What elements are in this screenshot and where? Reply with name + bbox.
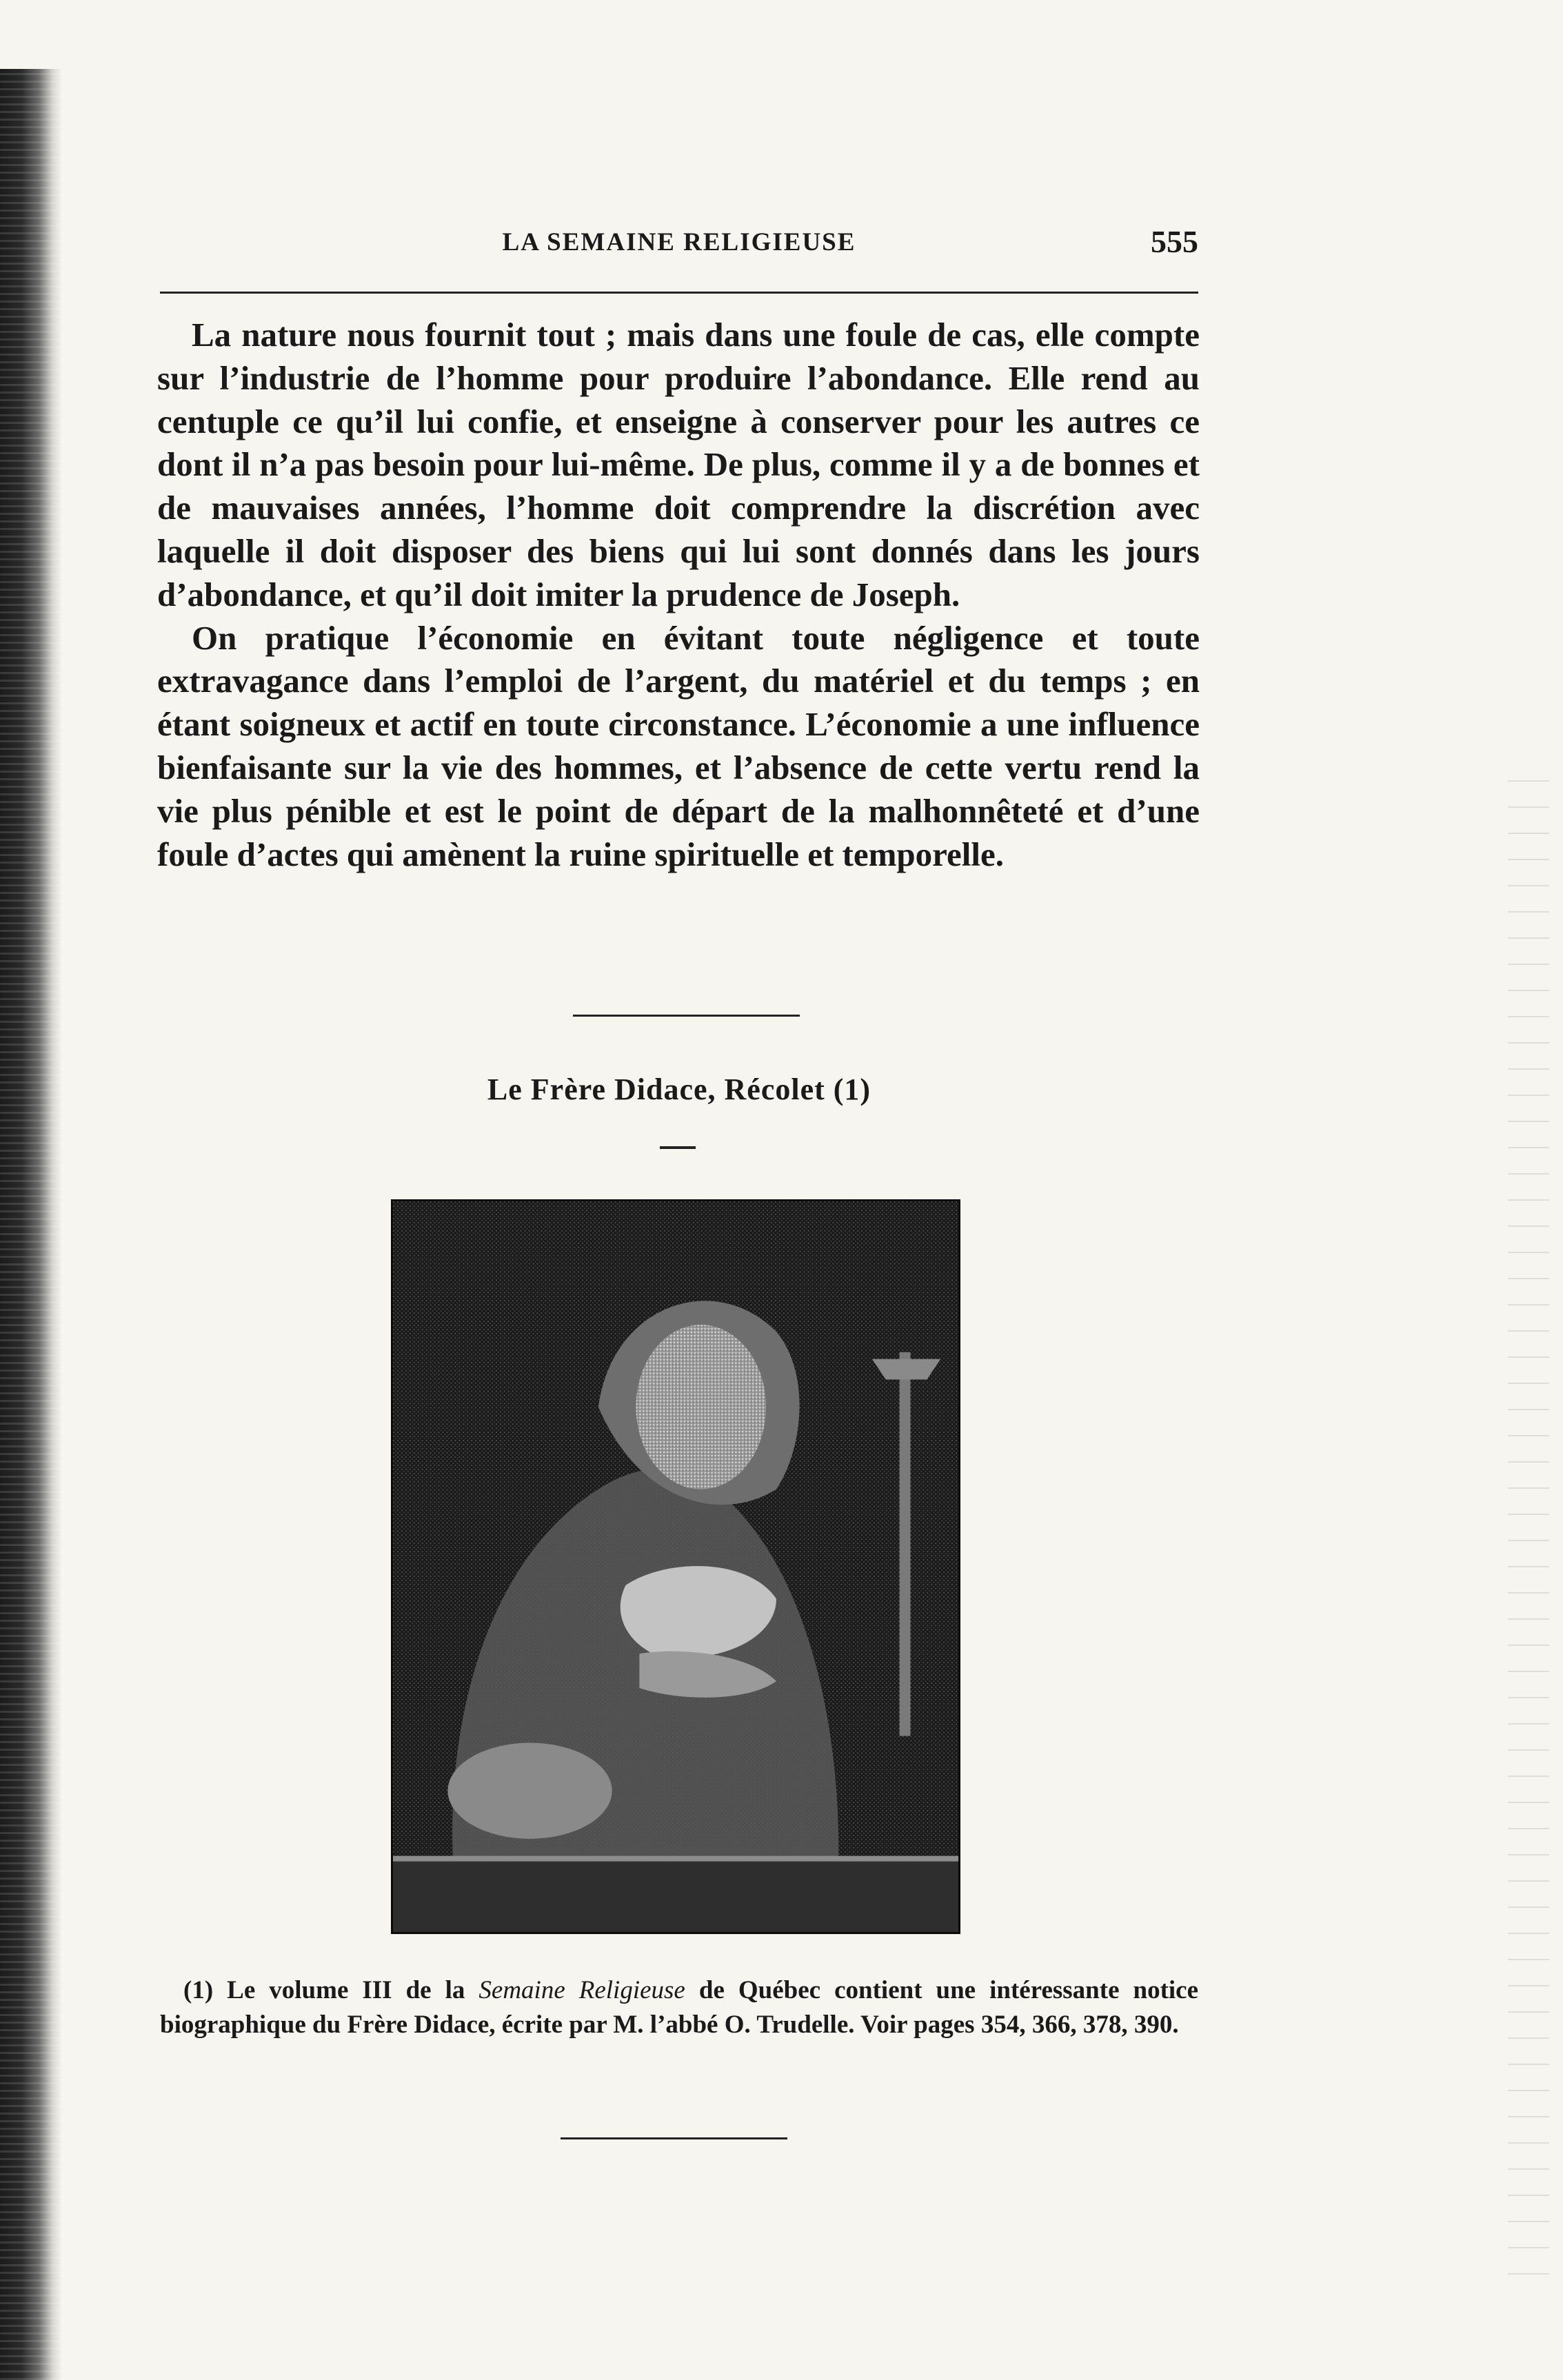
portrait-engraving-icon — [391, 1199, 960, 1934]
footnote — [160, 1973, 1198, 2042]
page-number: 555 — [1151, 224, 1198, 259]
section-separator-rule — [573, 1015, 800, 1017]
running-title: LA SEMAINE RELIGIEUSE — [502, 228, 856, 256]
page-header — [160, 224, 1198, 269]
footnote-text-before: Le volume III de la — [227, 1976, 465, 2004]
footnote-text-after: de Québec contient une intéressante notice biographique du Frère Didace, écrite par M. l’abbé O. Trudelle. Voir pages 354, 366, 378, 390. — [160, 1976, 1199, 2039]
section-title: Le Frère Didace, Récolet (1) — [487, 1072, 871, 1106]
paragraph: La nature nous fournit tout ; mais dans une foule de cas, elle compte sur l’industrie de l’homme pour produire l’abondance. Elle rend au centuple ce qu’il lui confie, et enseigne à conserver pour les autres ce dont il n’a pas besoin pour lui-même. De plus, comme il y a de bonnes et de mauvaises années, l’homme doit comprendre la discrétion avec laquelle il doit disposer des biens qui lui sont donnés dans les jours d’abondance, et qu’il doit imiter la prudence de Joseph. — [157, 316, 1200, 613]
paragraph: On pratique l’économie en évitant toute négligence et toute extravagance dans l’emploi de l’argent, du matériel et du temps ; en étant soigneux et actif en toute circonstance. L’économie a une influence bienfaisante sur la vie des hommes, et l’absence de cette vertu rend la vie plus pénible et est le point de départ de la malhonnêteté et d’une foule d’actes qui amènent la ruine spirituelle et temporelle. — [157, 618, 1200, 873]
title-dash — [660, 1146, 696, 1149]
scan-speckles — [1508, 758, 1549, 2275]
footnote-marker: (1) — [183, 1976, 214, 2004]
bottom-rule — [561, 2137, 787, 2139]
article-body — [157, 314, 1200, 876]
page-binding-edge — [0, 69, 62, 2380]
header-rule — [160, 292, 1198, 294]
footnote-journal-title: Semaine Religieuse — [478, 1976, 685, 2004]
